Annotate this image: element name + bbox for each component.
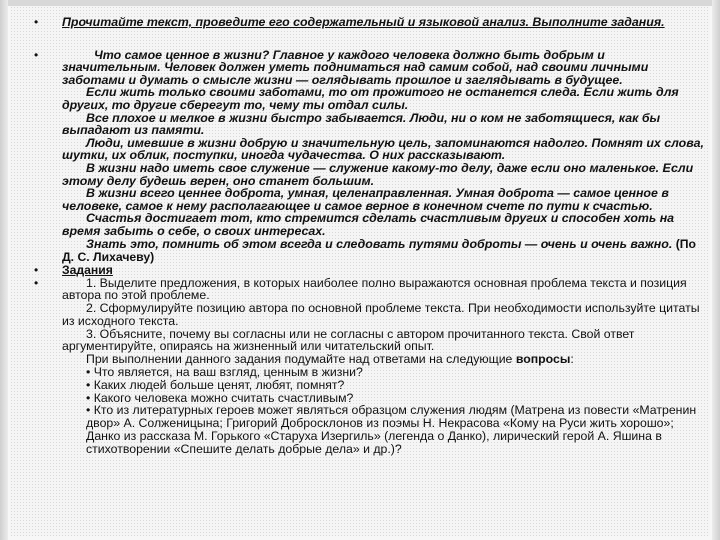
bullet: • [34,275,39,290]
question-4: • Кто из литературных героев может являться образцом служения людям (Матрена из повести «Матренин двор» А. Солженицына; Григорий Добросклонов из поэмы Н. Некрасова «Кому на Руси жить хорошо»; Данко из рассказа М. Горького «Старуха Изергиль» (легенда о Данко), лирический герой А. Яшина в стихотворении «Спешите делать добрые дела» и др.)? [86,403,697,456]
question-1: • Что является, на ваш взгляд, ценным в жизни? [86,365,363,380]
text-paragraph-5: В жизни надо иметь свое служение — служение какому-то делу, даже если оно маленькое. Если этому делу будешь верен, оно станет большим. [62,160,694,188]
task-3-intro-bold: вопросы [515,352,571,367]
slide-page [10,6,710,536]
task-3-intro-end: : [570,352,574,367]
reading-text-item [32,49,704,264]
task-2: 2. Сформулируйте позицию автора по основной проблеме текста. При необходимости используйте цитаты из исходного текста. [62,301,700,328]
question-3: • Какого человека можно считать счастливым? [86,390,354,405]
author-attribution: (По Д. С. Лихачеву) [62,236,696,264]
text-paragraph-6: В жизни всего ценнее доброта, умная, целенаправленная. Умная доброта — самое ценное в человеке, самое к нему располагающее и самое верное в конечном счете по пути к счастью. [62,186,669,213]
bullet: • [34,15,39,29]
question-2: • Каких людей больше ценят, любят, помнят? [86,377,345,392]
text-paragraph-8 [62,238,704,264]
text-paragraph-3: Все плохое и мелкое в жизни быстро забывается. Люди, ни о ком не заботящиеся, как бы выпадают из памяти. [62,110,661,138]
text-paragraph-4: Люди, имевшие в жизни добрую и значительную цель, запоминаются надолго. Помнят их слова, шутки, их облик, поступки, иногда чудачества. О них рассказывают. [62,135,704,163]
bullet: • [34,262,39,277]
tasks-heading-item [32,264,704,277]
text-paragraph-1: Что самое ценное в жизни? Главное у каждого человека должно быть добрым и значительным. Человек должен уметь подниматься над самим собой, над своими личными заботами и думать о смысле жизни — оглядывать прошлое и заглядывать в будущее. [62,47,649,87]
text-paragraph-2: Если жить только своими заботами, то от прожитого не останется следа. Если жить для других, то другие сберегут то, чему ты отдал силы. [62,85,679,112]
task-3-intro-text: При выполнении данного задания подумайте над ответами на следующие [86,352,513,367]
window-left-border [0,0,8,540]
window-right-border [712,0,720,540]
text-paragraph-7: Счастья достигает тот, кто стремится сделать счастливым других и способен хоть на время забыть о себе, о своих интересах. [62,211,675,238]
tasks-heading: Задания [62,262,113,277]
bullet: • [34,47,39,62]
instruction-text: Прочитайте текст, проведите его содержательный и языковой анализ. Выполните задания. [62,15,665,29]
tasks-item [32,277,704,456]
slide-content [32,16,704,456]
instruction-item [32,16,704,29]
text-paragraph-8-body: Знать это, помнить об этом всегда и следовать путями доброты — очень и очень важно. [86,236,673,251]
task-3: 3. Объясните, почему вы согласны или не согласны с автором прочитанного текста. Свой ответ аргументируйте, опираясь на жизненный или читательский опыт. [62,326,635,354]
task-1: 1. Выделите предложения, в которых наиболее полно выражаются основная проблема текста и позиция автора по этой проблеме. [62,275,687,303]
